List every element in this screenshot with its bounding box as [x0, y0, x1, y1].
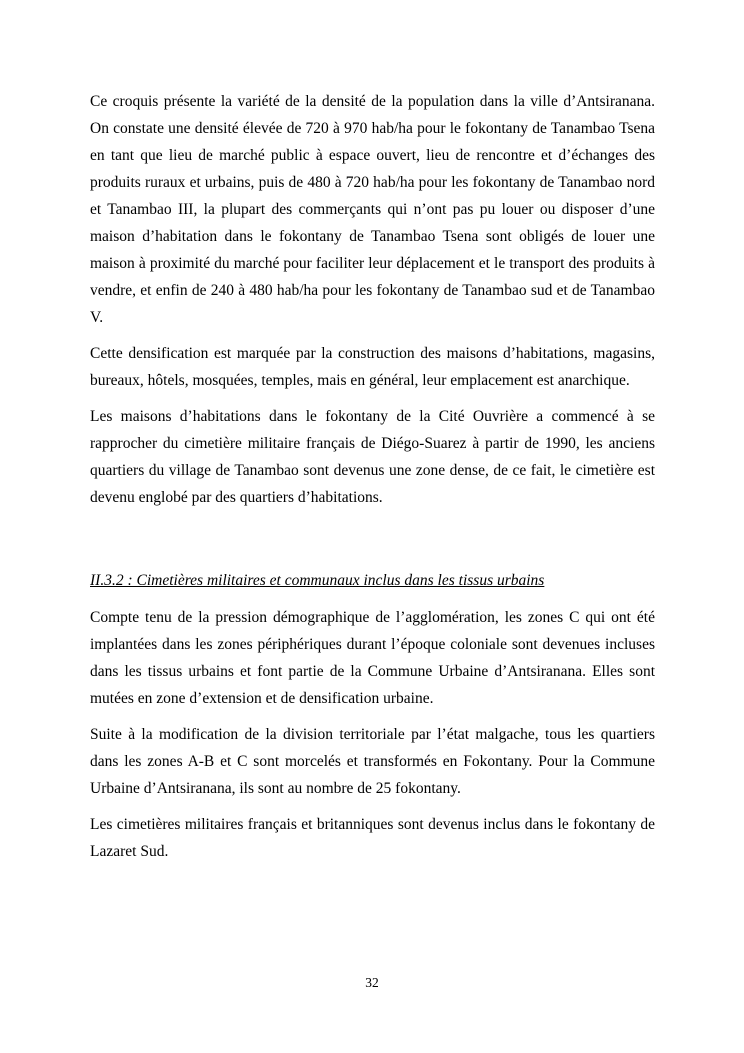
page-number: 32 — [365, 974, 379, 990]
paragraph-zones-c: Compte tenu de la pression démographique de l’agglomération, les zones C qui ont été implantées dans les zones périphériques durant l’époque coloniale sont devenues incluses dans les tissus urbains et font partie de la Commune Urbaine d’Antsiranana. Elles sont mutées en zone d’extension et de densification urbaine. — [90, 609, 655, 707]
section-heading: II.3.2 : Cimetières militaires et communaux inclus dans les tissus urbains — [90, 572, 545, 589]
paragraph-cite-ouvriere: Les maisons d’habitations dans le fokontany de la Cité Ouvrière a commencé à se rapprocher du cimetière militaire français de Diégo-Suarez à partir de 1990, les anciens quartiers du village de Tanambao sont devenus une zone dense, de ce fait, le cimetière est devenu englobé par des quartiers d’habitations. — [90, 408, 655, 506]
paragraph-density-overview: Ce croquis présente la variété de la densité de la population dans la ville d’Antsiranana. On constate une densité élevée de 720 à 970 hab/ha pour le fokontany de Tanambao Tsena en tant que lieu de marché public à espace ouvert, lieu de rencontre et d’échanges des produits ruraux et urbains, puis de 480 à 720 hab/ha pour les fokontany de Tanambao nord et Tanambao III, la plupart des commerçants qui n’ont pas pu louer ou disposer d’une maison d’habitation dans le fokontany de Tanambao Tsena sont obligés de louer une maison à proximité du marché pour faciliter leur déplacement et le transport des produits à vendre, et enfin de 240 à 480 hab/ha pour les fokontany de Tanambao sud et de Tanambao V. — [90, 93, 655, 326]
paragraph-densification: Cette densification est marquée par la construction des maisons d’habitations, magasins, bureaux, hôtels, mosquées, temples, mais en général, leur emplacement est anarchique. — [90, 345, 655, 389]
paragraph-cimetieres-lazaret: Les cimetières militaires français et britanniques sont devenus inclus dans le fokontany de Lazaret Sud. — [90, 816, 655, 860]
paragraph-division-territoriale: Suite à la modification de la division territoriale par l’état malgache, tous les quartiers dans les zones A-B et C sont morcelés et transformés en Fokontany. Pour la Commune Urbaine d’Antsiranana, ils sont au nombre de 25 fokontany. — [90, 726, 655, 797]
